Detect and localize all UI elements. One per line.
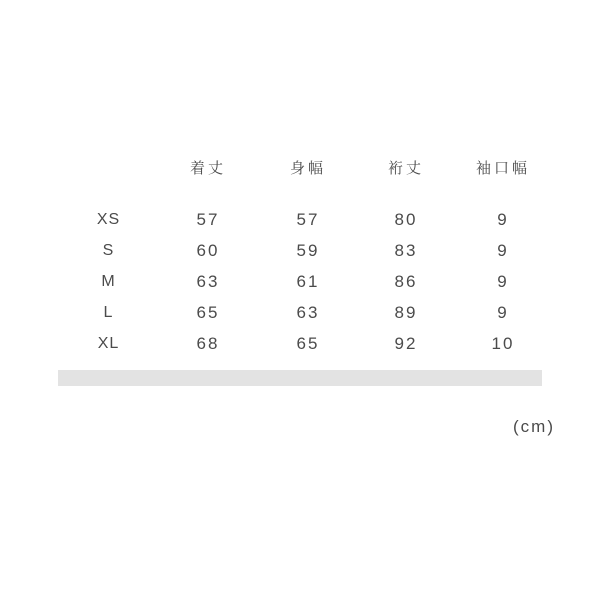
value-cell: 59 xyxy=(296,240,320,260)
value-cell: 65 xyxy=(196,302,220,322)
size-chart-table xyxy=(60,155,551,359)
table-scrollbar-track xyxy=(58,370,542,386)
column-header-cuff-width: 袖口幅 xyxy=(475,160,530,177)
value-cell: 68 xyxy=(196,333,220,353)
table-header-row xyxy=(60,155,551,180)
value-cell: 92 xyxy=(394,333,418,353)
value-cell: 57 xyxy=(196,209,220,229)
size-label: M xyxy=(101,272,116,290)
table-row-xs xyxy=(60,204,551,235)
table-row-m xyxy=(60,266,551,297)
value-cell: 83 xyxy=(394,240,418,260)
value-cell: 9 xyxy=(497,209,509,229)
value-cell: 9 xyxy=(497,271,509,291)
value-cell: 61 xyxy=(296,271,320,291)
size-label: XL xyxy=(97,334,120,352)
size-label: L xyxy=(103,303,114,321)
column-header-length: 着丈 xyxy=(189,160,226,177)
value-cell: 86 xyxy=(394,271,418,291)
value-cell: 80 xyxy=(394,209,418,229)
size-label: S xyxy=(102,241,115,259)
value-cell: 10 xyxy=(491,333,515,353)
unit-label: (cm) xyxy=(513,417,555,436)
table-row-l xyxy=(60,297,551,328)
value-cell: 9 xyxy=(497,302,509,322)
value-cell: 57 xyxy=(296,209,320,229)
value-cell: 9 xyxy=(497,240,509,260)
value-cell: 89 xyxy=(394,302,418,322)
value-cell: 65 xyxy=(296,333,320,353)
value-cell: 60 xyxy=(196,240,220,260)
value-cell: 63 xyxy=(196,271,220,291)
column-header-sleeve-length: 裄丈 xyxy=(387,160,424,177)
table-row-xl xyxy=(60,328,551,359)
size-label: XS xyxy=(96,210,121,228)
table-row-s xyxy=(60,235,551,266)
value-cell: 63 xyxy=(296,302,320,322)
column-header-body-width: 身幅 xyxy=(289,160,326,177)
